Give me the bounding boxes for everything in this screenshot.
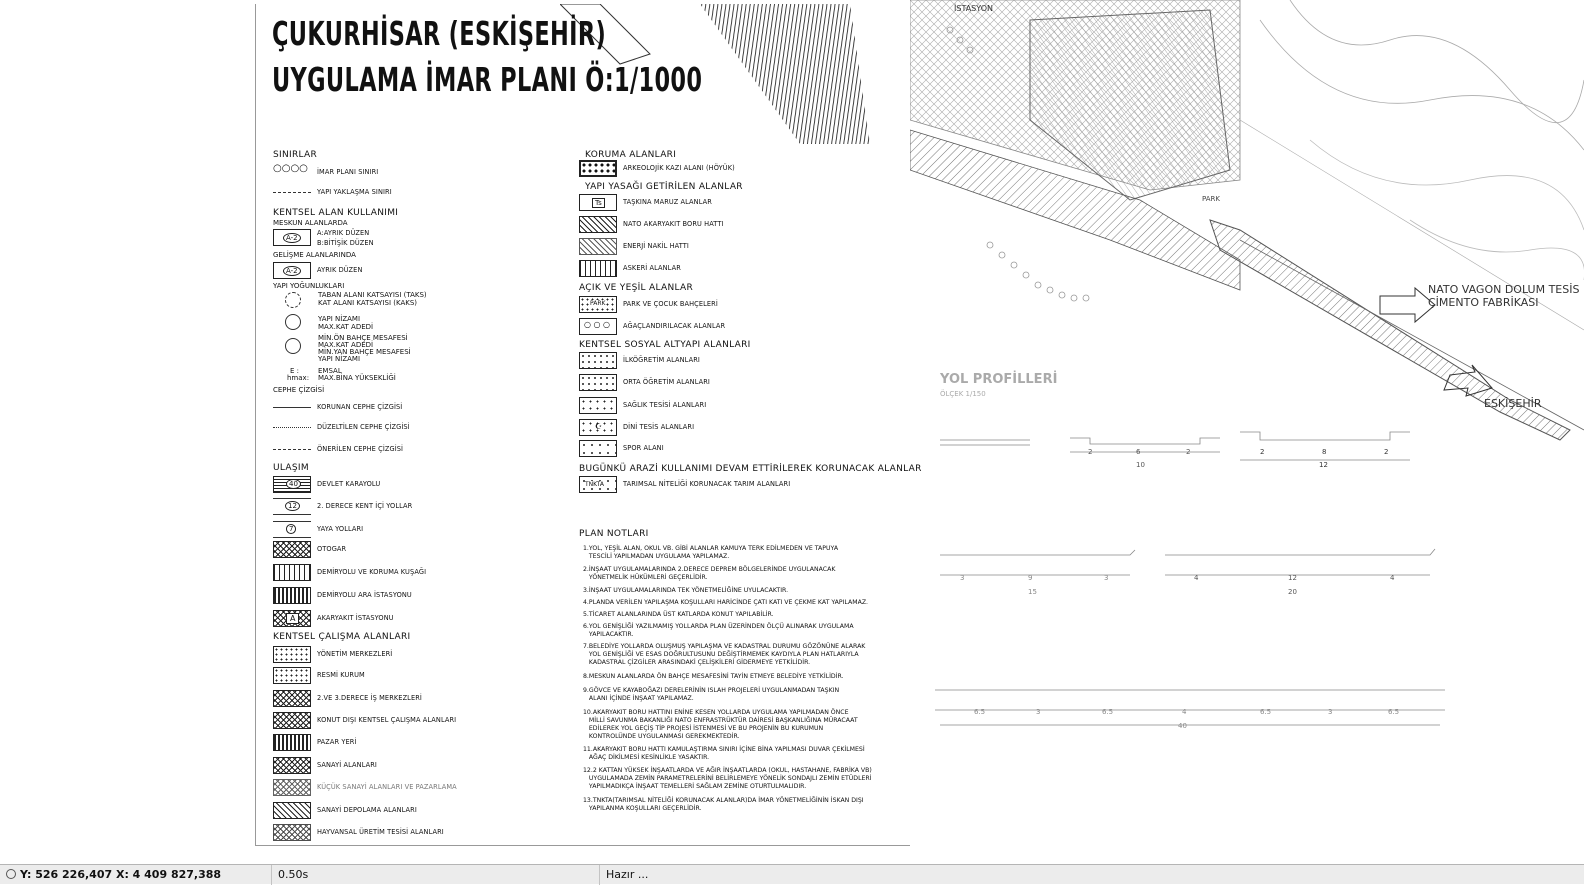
kat-alani-label: KAT ALANI KATSAYISI (KAKS)	[318, 299, 418, 307]
profile5-dim: 4	[1182, 708, 1187, 716]
legend-label: ENERJİ NAKİL HATTI	[623, 242, 689, 250]
meskun-heading: MESKUN ALANLARDA	[273, 219, 348, 227]
legend-label: SPOR ALANI	[623, 444, 664, 452]
meskun-symbol	[273, 229, 311, 246]
flood-symbol	[579, 194, 617, 211]
station-label: İSTASYON	[954, 4, 993, 13]
legend-label: PARK VE ÇOCUK BAHÇELERİ	[623, 300, 718, 308]
crescent-icon: ☪	[595, 422, 603, 431]
profile4-dim: 4	[1194, 574, 1199, 582]
profile2-dim: 2	[1384, 448, 1389, 456]
koruma-heading: KORUMA ALANLARI	[585, 150, 677, 160]
legend-label: DİNİ TESİS ALANLARI	[623, 423, 695, 431]
gelisme-code: A-2	[283, 266, 301, 276]
kentsel-alan-heading: KENTSEL ALAN KULLANIMI	[273, 208, 399, 218]
profile4-dim: 4	[1390, 574, 1395, 582]
legend-label: KORUNAN CEPHE ÇİZGİSİ	[317, 403, 403, 411]
acik-yesil-heading: AÇIK VE YEŞİL ALANLAR	[579, 283, 694, 293]
legend-label: SANAYİ ALANLARI	[317, 761, 377, 769]
plan-note: 6.YOL GENİŞLİĞİ YAZILMAMIŞ YOLLARDA PLAN ÜZERİNDEN ÖLÇÜ ALINARAK UYGULAMA YAPILACAKTIR.	[583, 623, 854, 638]
military-symbol	[579, 260, 617, 277]
plan-note: 7.BELEDİYE YOLLARDA OLUŞMUŞ YAPILAŞMA VE KADASTRAL DURUMU GÖZÖNÜNE ALARAK YOL GENİŞLİĞİ VE ESAS DOĞRULTUSUNU DEĞİŞTİRMEMEK KAYDIYLA PLAN HATLARIYLA KADASTRAL ÇİZGİLER ARASINDAKİ ÇELİŞKİLERİ GİDERMEYE YETKİLİDİR.	[583, 643, 866, 666]
plan-note: 9.GÖVCE VE KAYABOĞAZI DERELERİNİN ISLAH PROJELERİ UYGULANMADAN TAŞKIN ALANI İÇİNDE İNŞAAT YAPILAMAZ.	[583, 687, 840, 702]
plan-note: 4.PLANDA VERİLEN YAPILAŞMA KOŞULLARI HARİCİNDE ÇATI KATI VE ÇEKME KAT YAPILAMAZ.	[583, 599, 869, 606]
legend-label: RESMİ KURUM	[317, 671, 365, 679]
profile3-dim: 9	[1028, 574, 1033, 582]
profile5-dim: 6.5	[974, 708, 986, 716]
fuel-station-symbol	[273, 610, 311, 627]
meskun-code: A-2	[283, 233, 301, 243]
yapi-nizami-label: YAPI NİZAMI	[318, 315, 361, 323]
min-yan-bahce-label: MİN.YAN BAHÇE MESAFESİ	[318, 348, 411, 356]
legend-label: DEMİRYOLU VE KORUMA KUŞAĞI	[317, 568, 427, 576]
bugunku-heading: BUGÜNKÜ ARAZİ KULLANIMI DEVAM ETTİRİLEREK KORUNACAK ALANLAR	[579, 464, 922, 474]
plan-note: 11.AKARYAKIT BORU HATTI KAMULAŞTIRMA SINIRI İÇİNE BİNA YAPILMASI DUVAR ÇEKİLMESİ AĞAÇ DİKİLMESİ KESİNLİKLE YASAKTIR.	[583, 746, 865, 761]
road-profiles-title: YOL PROFİLLERİ	[940, 372, 1058, 387]
nizam-circle-symbol	[285, 314, 301, 330]
globe-icon	[6, 869, 16, 879]
coordinates-readout: Y: 526 226,407 X: 4 409 827,388	[20, 868, 222, 881]
plan-note: 13.TNKTA(TARIMSAL NİTELİĞİ KORUNACAK ALANLAR)DA İMAR YÖNETMELİĞİNİN İSKAN DIŞI YAPILANMA KOŞULLARI GEÇERLİDİR.	[583, 797, 864, 812]
profile1-dim: 6	[1136, 448, 1141, 456]
legend-label: 2.VE 3.DERECE İŞ MERKEZLERİ	[317, 694, 422, 702]
calisma-heading: KENTSEL ÇALIŞMA ALANLARI	[273, 632, 411, 642]
legend-label: ORTA ÖĞRETİM ALANLARI	[623, 378, 710, 386]
railway-station-symbol	[273, 587, 311, 604]
profile1-dim: 2	[1088, 448, 1093, 456]
boundary-symbol: ○○○○	[273, 163, 308, 174]
emsal-label: EMSAL	[318, 367, 342, 375]
plan-note: 12.2 KATTAN YÜKSEK İNŞAATLARDA VE AĞIR İNŞAATLARDA (OKUL, HASTAHANE, FABRİKA VB) UYGULAMADA ZEMİN PARAMETRELERİNİ BELİRLEMEYE YÖNELİK SONDAJLI ZEMİN ETÜDLERİ YAPILMADIKÇA İNŞAAT TEMELLERİ SAĞLAM ZEMİNE OTURTULMALIDIR.	[583, 767, 872, 790]
plan-note: 2.İNŞAAT UYGULAMALARINDA 2.DERECE DEPREM BÖLGELERİNDE UYGULANACAK YÖNETMELİK HÜKÜMLERİ GEÇERLİDİR.	[583, 566, 836, 581]
tree-circles-icon: ○ ○ ○	[584, 320, 611, 329]
legend-label: DEMİRYOLU ARA İSTASYONU	[317, 591, 412, 599]
yapi-nizami-label-2: YAPI NİZAMI	[318, 355, 361, 363]
profile2-dim: 8	[1322, 448, 1327, 456]
legend-label: TARIMSAL NİTELİĞİ KORUNACAK TARIM ALANLARI	[623, 480, 791, 488]
legend-label: SAĞLIK TESİSİ ALANLARI	[623, 401, 707, 409]
profile1-total: 10	[1136, 461, 1145, 469]
park-code: PARK	[590, 300, 606, 307]
profile2-total: 12	[1319, 461, 1328, 469]
tree-symbol	[579, 318, 617, 335]
archaeology-symbol	[579, 160, 617, 177]
legend-label: PAZAR YERİ	[317, 738, 357, 746]
road-profiles-scale: ÖLÇEK 1/150	[940, 390, 986, 398]
legend-label: AYRIK DÜZEN	[317, 266, 363, 274]
legend-label: A:AYRIK DÜZEN	[317, 229, 370, 237]
power-line-symbol	[579, 238, 617, 255]
legend-label: AĞAÇLANDIRILACAK ALANLAR	[623, 322, 726, 330]
agriculture-code: TNKTA	[585, 481, 604, 488]
ulasim-heading: ULAŞIM	[273, 463, 309, 473]
legend-label: KONUT DIŞI KENTSEL ÇALIŞMA ALANLARI	[317, 716, 457, 724]
mosque-symbol	[579, 419, 617, 436]
railway-symbol	[273, 564, 311, 581]
fuel-code: A	[286, 613, 299, 624]
facade-line-symbol	[273, 419, 311, 428]
render-time-cell	[272, 865, 600, 885]
highway-code: 40	[286, 479, 301, 489]
density-circle-symbol	[285, 292, 301, 308]
yapi-yogunluklari-heading: YAPI YOĞUNLUKLARI	[273, 282, 345, 290]
footpath-code: 7	[286, 524, 296, 534]
profile5-total: 40	[1178, 722, 1187, 730]
flood-code: Ts	[592, 198, 605, 208]
legend-label: AKARYAKIT İSTASYONU	[317, 614, 394, 622]
agriculture-symbol	[579, 476, 617, 493]
facade-line-symbol	[273, 399, 311, 408]
garden-circle-symbol	[285, 338, 301, 354]
business-center-symbol	[273, 690, 311, 707]
plan-note: 5.TİCARET ALANLARINDA ÜST KATLARDA KONUT YAPILABİLİR.	[583, 611, 774, 618]
secondary-school-symbol	[579, 374, 617, 391]
legend-label: DEVLET KARAYOLU	[317, 480, 381, 488]
bus-station-symbol	[273, 541, 311, 558]
legend-label: ASKERİ ALANLAR	[623, 264, 681, 272]
map-drawing	[910, 0, 1584, 846]
map-svg	[910, 0, 1584, 846]
plan-note: 1.YOL, YEŞİL ALAN, OKUL VB. GİBİ ALANLAR KAMUYA TERK EDİLMEDEN VE TAPUYA TESCİLİ YAPILMADAN UYGULAMA YAPILAMAZ.	[583, 545, 839, 560]
nato-label-2: ÇİMENTO FABRİKASI	[1428, 296, 1539, 309]
legend-label: İLKÖĞRETİM ALANLARI	[623, 356, 700, 364]
yapi-yasagi-heading: YAPI YASAĞI GETİRİLEN ALANLAR	[585, 182, 743, 192]
park-symbol	[579, 296, 617, 313]
legend-label: SANAYİ DEPOLAMA ALANLARI	[317, 806, 417, 814]
status-message: Hazır ...	[606, 868, 649, 881]
plan-note: 10.AKARYAKIT BORU HATTINI ENİNE KESEN YOLLARDA UYGULAMA YAPILMADAN ÖNCE MİLLİ SAVUNMA BAKANLIĞI NATO ENFRASTRÜKTÜR DAİRESİ BAŞKANLIĞINA MÜRACAAT EDİLEREK YOL GEÇİŞ TİP PROJESİ İSTENMESİ VE BU PROJENİN BU KURUMUN KONTROLÜNDE UYGULANMASI GEREKMEKTEDİR.	[583, 709, 858, 740]
highway-symbol	[273, 476, 311, 493]
profile4-dim: 12	[1288, 574, 1297, 582]
market-symbol	[273, 734, 311, 751]
official-symbol	[273, 667, 311, 684]
profile5-dim: 6.5	[1388, 708, 1400, 716]
coordinates-cell	[0, 865, 272, 885]
pipeline-symbol	[579, 216, 617, 233]
render-time: 0.50s	[278, 868, 309, 881]
footpath-symbol	[273, 521, 311, 538]
eskisehir-label: ESKİŞEHİR	[1484, 397, 1542, 410]
small-industry-symbol	[273, 779, 311, 796]
legend-label: YÖNETİM MERKEZLERİ	[317, 650, 393, 658]
legend-label: YAYA YOLLARI	[317, 525, 364, 533]
primary-school-symbol	[579, 352, 617, 369]
storage-symbol	[273, 802, 311, 819]
legend-label: ÖNERİLEN CEPHE ÇİZGİSİ	[317, 445, 404, 453]
legend-label: NATO AKARYAKIT BORU HATTI	[623, 220, 724, 228]
plan-notes-heading: PLAN NOTLARI	[579, 529, 649, 539]
legend-label: HAYVANSAL ÜRETİM TESİSİ ALANLARI	[317, 828, 444, 836]
legend-label: KÜÇÜK SANAYİ ALANLARI VE PAZARLAMA	[317, 783, 457, 791]
legend-label: DÜZELTİLEN CEPHE ÇİZGİSİ	[317, 423, 410, 431]
legend-label: YAPI YAKLAŞMA SINIRI	[317, 188, 392, 196]
sheet-title-line1: ÇUKURHİSAR (ESKİŞEHİR)	[272, 14, 607, 53]
profile1-dim: 2	[1186, 448, 1191, 456]
gelisme-symbol	[273, 262, 311, 279]
legend-label: ARKEOLOJİK KAZI ALANI (HÖYÜK)	[623, 164, 735, 172]
profile3-total: 15	[1028, 588, 1037, 596]
profile3-dim: 3	[960, 574, 965, 582]
max-kat-label-2: MAX.KAT ADEDİ	[318, 341, 374, 349]
admin-center-symbol	[273, 646, 311, 663]
profile5-dim: 6.5	[1260, 708, 1272, 716]
profile5-dim: 3	[1036, 708, 1041, 716]
profile4-total: 20	[1288, 588, 1297, 596]
hmax-key: hmax:	[287, 374, 310, 382]
health-symbol	[579, 397, 617, 414]
approach-line-symbol	[273, 184, 311, 193]
nato-label-1: NATO VAGON DOLUM TESİS	[1428, 283, 1580, 296]
sinirlar-heading: SINIRLAR	[273, 150, 318, 160]
max-bina-label: MAX.BİNA YÜKSEKLİĞİ	[318, 374, 396, 382]
sports-symbol	[579, 440, 617, 457]
emsal-key: E :	[290, 367, 300, 375]
road-code: 12	[285, 501, 300, 511]
legend-label: TAŞKINA MARUZ ALANLAR	[623, 198, 712, 206]
max-kat-label: MAX.KAT ADEDİ	[318, 323, 374, 331]
livestock-symbol	[273, 824, 311, 841]
status-message-cell	[600, 865, 1584, 885]
legend-label: İMAR PLANI SINIRI	[317, 168, 379, 176]
cephe-heading: CEPHE ÇİZGİSİ	[273, 386, 325, 394]
profile3-dim: 3	[1104, 574, 1109, 582]
sosyal-heading: KENTSEL SOSYAL ALTYAPI ALANLARI	[579, 340, 751, 350]
legend-label: B:BİTİŞİK DÜZEN	[317, 239, 374, 247]
legend-label: 2. DERECE KENT İÇİ YOLLAR	[317, 502, 413, 510]
park-label: PARK	[1202, 195, 1221, 203]
plan-note: 3.İNŞAAT UYGULAMALARINDA TEK YÖNETMELİĞİNE UYULACAKTIR.	[583, 587, 789, 594]
facade-line-symbol	[273, 441, 311, 450]
profile5-dim: 6.5	[1102, 708, 1114, 716]
nonresidential-symbol	[273, 712, 311, 729]
sheet-title-line2: UYGULAMA İMAR PLANI Ö:1/1000	[272, 60, 703, 99]
profile5-dim: 3	[1328, 708, 1333, 716]
road-symbol	[273, 498, 311, 515]
profile2-dim: 2	[1260, 448, 1265, 456]
legend-label: OTOGAR	[317, 545, 347, 553]
industry-symbol	[273, 757, 311, 774]
plan-note: 8.MESKUN ALANLARDA ÖN BAHÇE MESAFESİNİ TAYİN ETMEYE BELEDİYE YETKİLİDİR.	[583, 673, 844, 680]
taban-alani-label: TABAN ALANI KATSAYISI (TAKS)	[318, 291, 427, 299]
min-on-bahce-label: MİN.ÖN BAHÇE MESAFESİ	[318, 334, 408, 342]
gelisme-heading: GELİŞME ALANLARINDA	[273, 251, 356, 259]
status-bar	[0, 864, 1584, 884]
